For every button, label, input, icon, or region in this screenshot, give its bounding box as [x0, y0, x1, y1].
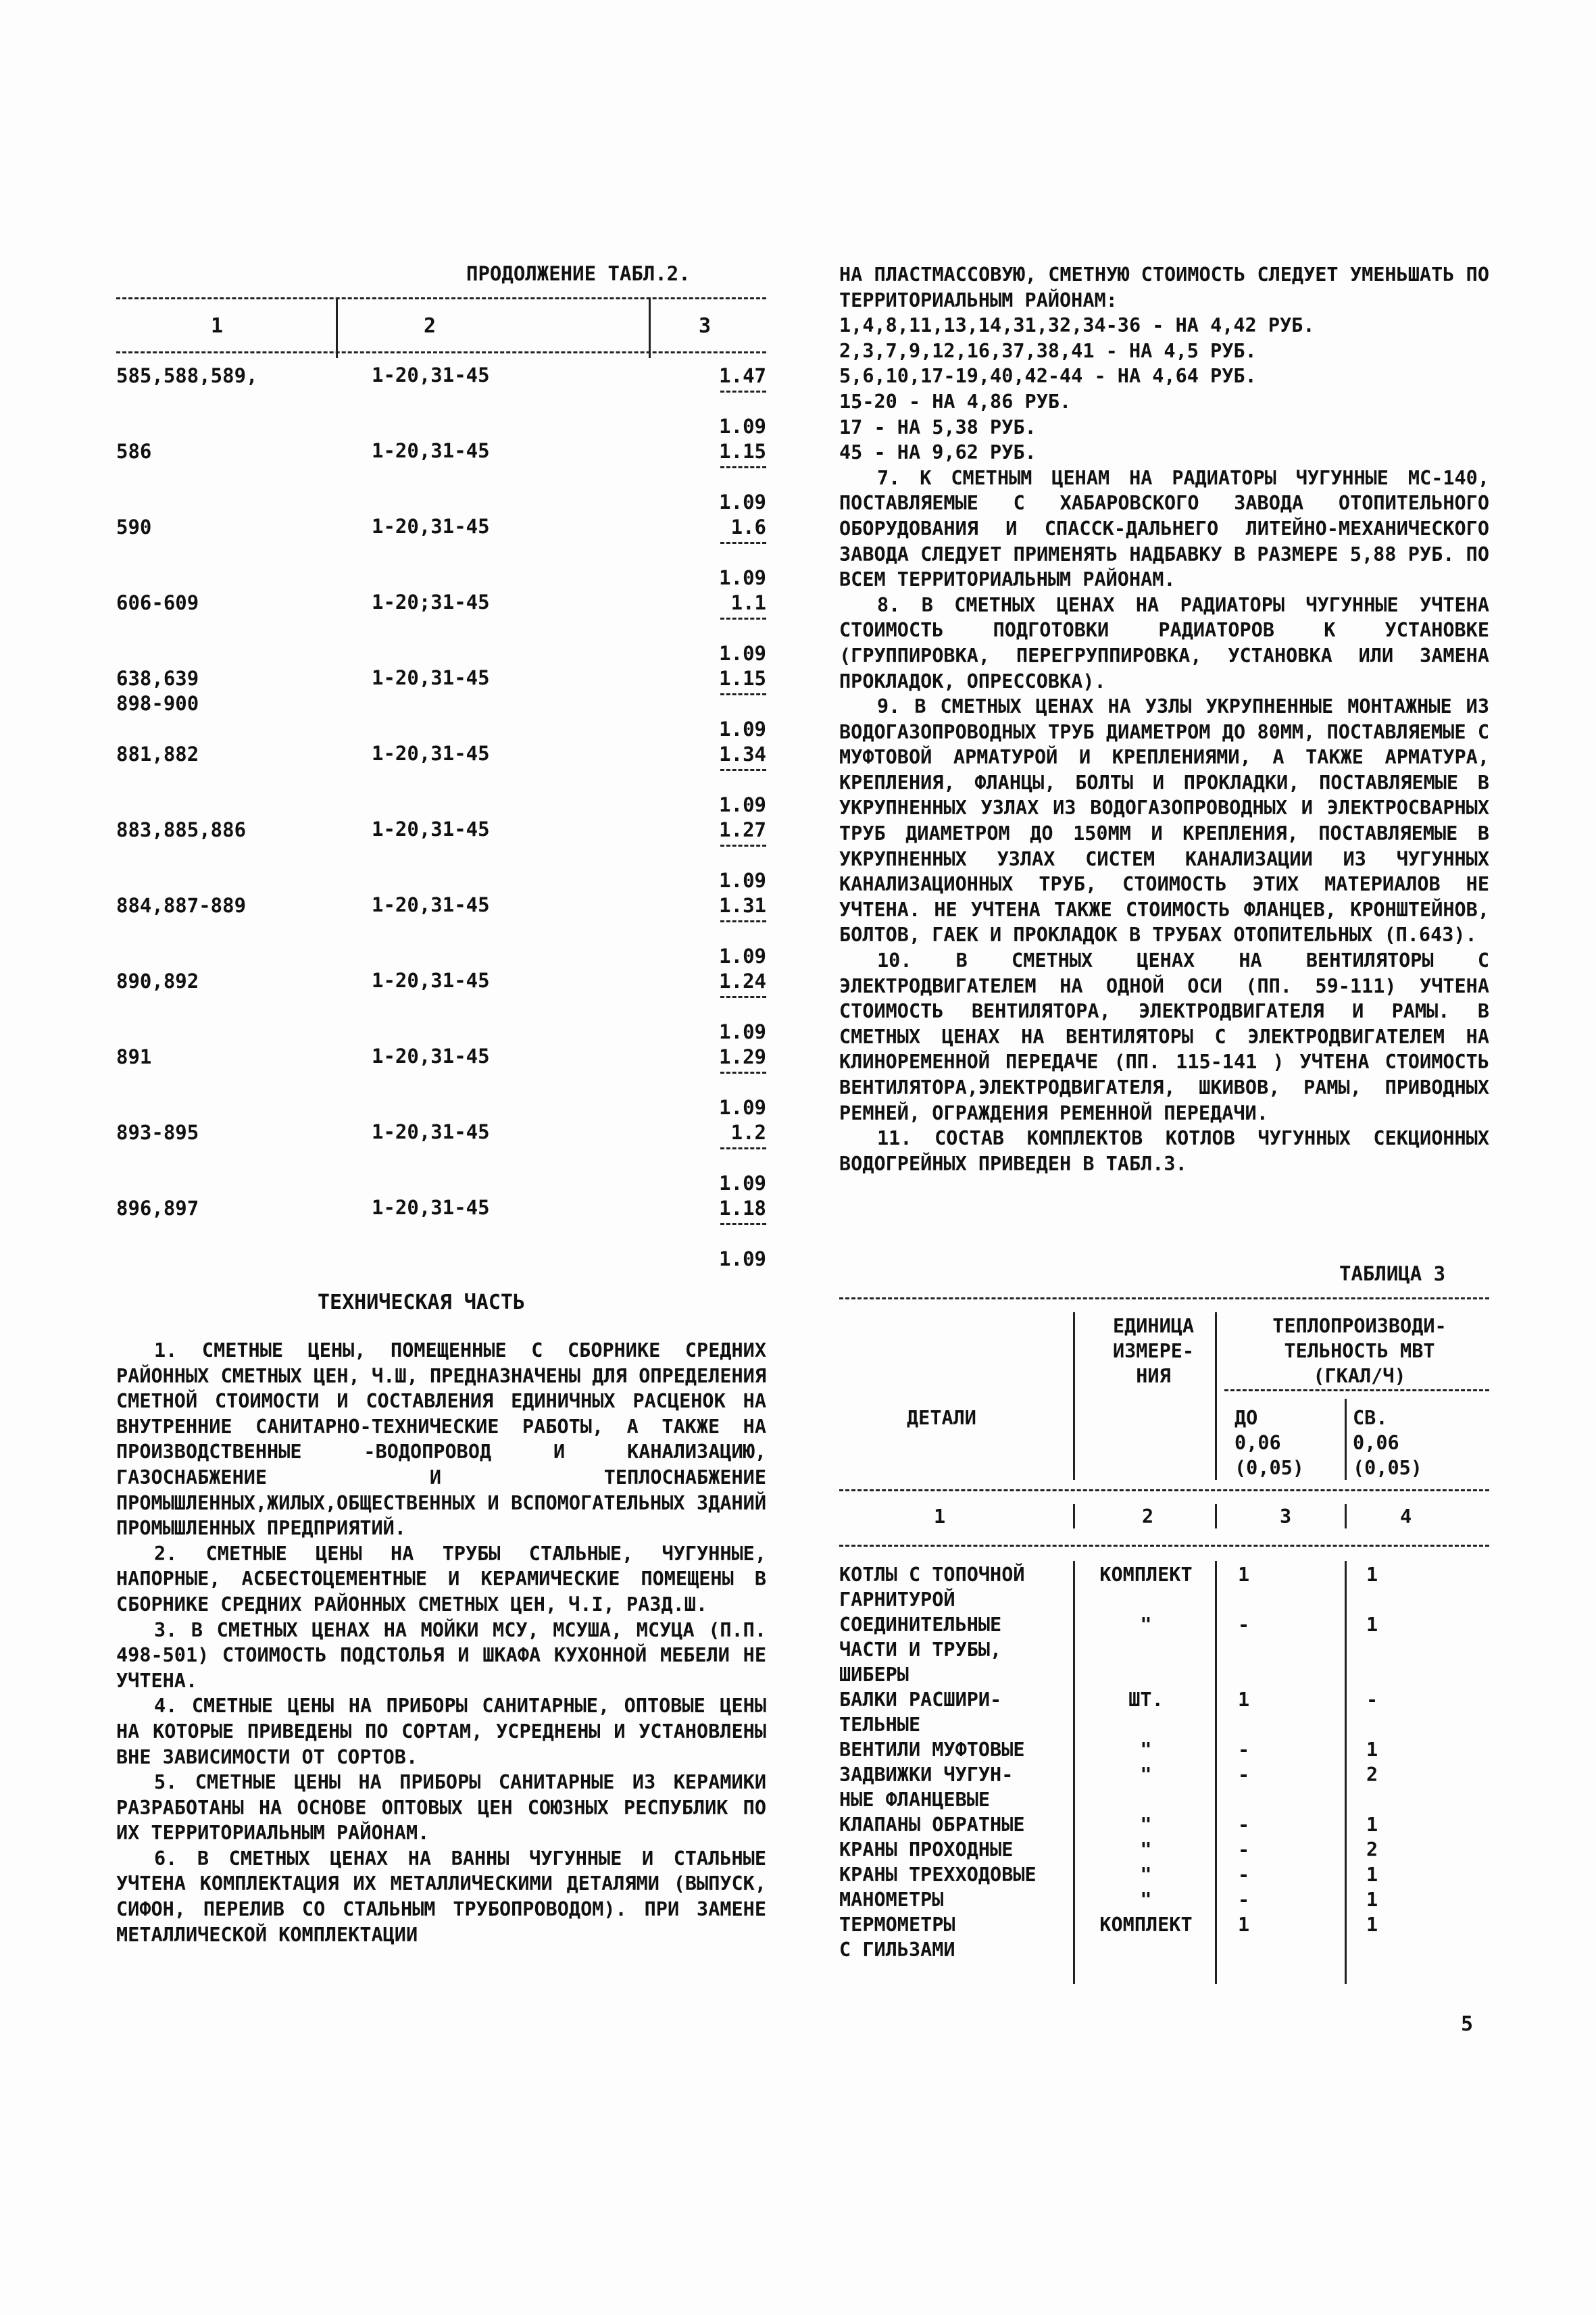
table2-row [116, 591, 766, 666]
coefficient-denominator: 1.09 [719, 491, 766, 514]
right-column-text [839, 262, 1489, 1176]
table3-value-up-to: - [1238, 1839, 1250, 1861]
fraction-bar [720, 845, 766, 847]
table2-cell-items: 896,897 [116, 1197, 199, 1220]
table2-top-rule [116, 297, 766, 299]
table3-divider [1215, 1561, 1217, 1984]
table3-detail: СОЕДИНИТЕЛЬНЫЕ ЧАСТИ И ТРУБЫ, ШИБЕРЫ [839, 1614, 1002, 1686]
paragraph-11: 11. СОСТАВ КОМПЛЕКТОВ КОТЛОВ ЧУГУННЫХ СЕКЦИОННЫХ ВОДОГРЕЙНЫХ ПРИВЕДЕН В ТАБЛ.3. [839, 1127, 1489, 1175]
table2-cell-coefficient [685, 1196, 766, 1272]
table3-unit: КОМПЛЕКТ [1099, 1914, 1193, 1936]
paragraph-8: 8. В СМЕТНЫХ ЦЕНАХ НА РАДИАТОРЫ ЧУГУННЫЕ УЧТЕНА СТОИМОСТЬ ПОДГОТОВКИ РАДИАТОРОВ К УСТАНОВКЕ (ГРУППИРОВКА, ПЕРЕГРУППИРОВКА, УСТАНОВКА ИЛИ ЗАМЕНА ПРОКЛАДОК, ОПРЕССОВКА). [839, 593, 1489, 693]
table2-row [116, 515, 766, 591]
coefficient-numerator: 1.27 [719, 818, 766, 841]
table3-unit: " [1140, 1764, 1152, 1786]
table2-row [116, 742, 766, 818]
fraction-bar [720, 693, 766, 695]
plastic-reduction-intro: НА ПЛАСТМАССОВУЮ, СМЕТНУЮ СТОИМОСТЬ СЛЕДУЕТ УМЕНЬШАТЬ ПО ТЕРРИТОРИАЛЬНЫМ РАЙОНАМ: [839, 264, 1489, 312]
page-number: 5 [1461, 2012, 1474, 2036]
table3-value-up-to: 1 [1238, 1914, 1250, 1936]
table2-cell-regions: 1-20,31-45 [372, 666, 490, 689]
coefficient-denominator: 1.09 [719, 1096, 766, 1119]
table2-cell-regions: 1-20,31-45 [372, 969, 490, 992]
table3-col-number: 2 [1142, 1505, 1154, 1528]
fraction-bar [720, 769, 766, 771]
coefficient-numerator: 1.29 [719, 1045, 766, 1068]
table3-divider [1073, 1312, 1075, 1480]
reduction-line: 2,3,7,9,12,16,37,38,41 - НА 4,5 РУБ. [839, 339, 1257, 362]
table2-cell-items: 638,639 898-900 [116, 667, 199, 715]
fraction-bar [720, 1072, 766, 1074]
table2-cell-items: 586 [116, 440, 152, 463]
paragraph-9: 9. В СМЕТНЫХ ЦЕНАХ НА УЗЛЫ УКРУПНЕННЫЕ МОНТАЖНЫЕ ИЗ ВОДОГАЗОПРОВОДНЫХ ТРУБ ДИАМЕТРОМ ДО 80ММ, ПОСТАВЛЯЕМЫЕ С МУФТОВОЙ АРМАТУРОЙ И КРЕПЛЕНИЯМИ, А ТАКЖЕ АРМАТУРА, КРЕПЛЕНИЯ, ФЛАНЦЫ, БОЛТЫ И ПРОКЛАДКИ, ПОСТАВЛЯЕМЫЕ В УКРУПНЕННЫХ УЗЛАХ ИЗ ВОДОГАЗОПРОВОДНЫХ И ЭЛЕКТРОСВАРНЫХ ТРУБ ДИАМЕТРОМ ДО 150ММ И КРЕПЛЕНИЯ, ПОСТАВЛЯЕМЫЕ В УКРУПНЕННЫХ УЗЛАХ СИСТЕМ КАНАЛИЗАЦИИ ИЗ ЧУГУННЫХ КАНАЛИЗАЦИОННЫХ ТРУБ, СТОИМОСТЬ ЭТИХ МАТЕРИАЛОВ НЕ УЧТЕНА. НЕ УЧТЕНА ТАКЖЕ СТОИМОСТЬ ФЛАНЦЕВ, КРОНШТЕЙНОВ, БОЛТОВ, ГАЕК И ПРОКЛАДОК В ТРУБАХ ОТОПИТЕЛЬНЫХ (П.643). [839, 695, 1489, 947]
table2-cell-coefficient [685, 666, 766, 742]
table2-cell-items: 884,887-889 [116, 894, 247, 917]
table3-detail: МАНОМЕТРЫ [839, 1889, 944, 1911]
table3-detail: ЗАДВИЖКИ ЧУГУН- НЫЕ ФЛАНЦЕВЫЕ [839, 1764, 1014, 1811]
coefficient-denominator: 1.09 [719, 718, 766, 741]
table2-header-3: 3 [699, 314, 712, 338]
table2-cell-coefficient [685, 818, 766, 893]
coefficient-denominator: 1.09 [719, 1020, 766, 1043]
table2-header-rule [116, 351, 766, 353]
table3-value-up-to: 1 [1238, 1689, 1250, 1711]
table2-row [116, 1196, 766, 1272]
table3-header-heat-output: ТЕПЛОПРОИЗВОДИ- ТЕЛЬНОСТЬ МВТ (ГКАЛ/Ч) [1272, 1315, 1447, 1387]
table2-caption: ПРОДОЛЖЕНИЕ ТАБЛ.2. [466, 262, 691, 285]
table2-cell-items: 883,885,886 [116, 818, 247, 841]
table3-unit: КОМПЛЕКТ [1099, 1564, 1193, 1586]
technical-part-text [116, 1338, 766, 1947]
table3-number-rule [839, 1545, 1489, 1547]
table2-cell-regions: 1-20,31-45 [372, 1120, 490, 1143]
fraction-bar [720, 466, 766, 468]
table2-row [116, 666, 766, 742]
table2-cell-coefficient [685, 591, 766, 666]
table3-value-over: 2 [1366, 1839, 1378, 1861]
table2-cell-items: 606-609 [116, 591, 199, 614]
table3-unit: " [1140, 1889, 1152, 1911]
table3-divider [1073, 1504, 1075, 1528]
table3-value-up-to: - [1238, 1739, 1250, 1761]
table3-unit: " [1140, 1614, 1152, 1636]
coefficient-numerator: 1.2 [730, 1121, 766, 1144]
fraction-bar [720, 391, 766, 393]
fraction-bar [720, 996, 766, 998]
table3-unit: " [1140, 1739, 1152, 1761]
coefficient-denominator: 1.09 [719, 415, 766, 438]
table3-header-up-to: ДО 0,06 (0,05) [1235, 1407, 1304, 1479]
table3-unit: " [1140, 1814, 1152, 1836]
paragraph-5: 5. СМЕТНЫЕ ЦЕНЫ НА ПРИБОРЫ САНИТАРНЫЕ ИЗ КЕРАМИКИ РАЗРАБОТАНЫ НА ОСНОВЕ ОПТОВЫХ ЦЕН СОЮЗНЫХ РЕСПУБЛИК ПО ИХ ТЕРРИТОРИАЛЬНЫМ РАЙОНАМ. [116, 1771, 766, 1845]
fraction-bar [720, 618, 766, 620]
coefficient-numerator: 1.31 [719, 894, 766, 917]
coefficient-numerator: 1.47 [719, 364, 766, 387]
coefficient-numerator: 1.18 [719, 1197, 766, 1220]
table2-cell-items: 585,588,589, [116, 364, 258, 387]
table2-cell-coefficient [685, 439, 766, 515]
table3-value-over: 1 [1366, 1814, 1378, 1836]
table2-row [116, 439, 766, 515]
table3-value-up-to: 1 [1238, 1564, 1250, 1586]
reduction-line: 17 - НА 5,38 РУБ. [839, 416, 1037, 439]
table3-value-over: 1 [1366, 1739, 1378, 1761]
table2-cell-items: 590 [116, 516, 152, 539]
table3-detail: КЛАПАНЫ ОБРАТНЫЕ [839, 1814, 1025, 1836]
table2-row [116, 893, 766, 969]
paragraph-3: 3. В СМЕТНЫХ ЦЕНАХ НА МОЙКИ МСУ, МСУША, МСУЦА (П.П. 498-501) СТОИМОСТЬ ПОДСТОЛЬЯ И ШКАФА КУХОННОЙ МЕБЕЛИ НЕ УЧТЕНА. [116, 1618, 766, 1692]
table2-cell-coefficient [685, 1120, 766, 1196]
coefficient-denominator: 1.09 [719, 566, 766, 589]
table2-cell-regions: 1-20,31-45 [372, 818, 490, 841]
table3-detail: ТЕРМОМЕТРЫ С ГИЛЬЗАМИ [839, 1914, 955, 1961]
paragraph-10: 10. В СМЕТНЫХ ЦЕНАХ НА ВЕНТИЛЯТОРЫ С ЭЛЕКТРОДВИГАТЕЛЕМ НА ОДНОЙ ОСИ (ПП. 59-111) УЧТЕНА СТОИМОСТЬ ВЕНТИЛЯТОРА, ЭЛЕКТРОДВИГАТЕЛЯ И РАМЫ. В СМЕТНЫХ ЦЕНАХ НА ВЕНТИЛЯТОРЫ С ЭЛЕКТРОДВИГАТЕЛЕМ НА КЛИНОРЕМЕННОЙ ПЕРЕДАЧЕ (ПП. 115-141 ) УЧТЕНА СТОИМОСТЬ ВЕНТИЛЯТОРА,ЭЛЕКТРОДВИГАТЕЛЯ, ШКИВОВ, РАМЫ, ПРИВОДНЫХ РЕМНЕЙ, ОГРАЖДЕНИЯ РЕМЕННОЙ ПЕРЕДАЧИ. [839, 949, 1489, 1124]
table3-detail: КРАНЫ ТРЕХХОДОВЫЕ [839, 1864, 1037, 1886]
table3-divider [1215, 1312, 1217, 1480]
table3-top-rule [839, 1297, 1489, 1299]
table2-cell-regions: 1-20,31-45 [372, 893, 490, 916]
table3-value-over: 2 [1366, 1764, 1378, 1786]
table2-cell-regions: 1-20,31-45 [372, 439, 490, 462]
coefficient-numerator: 1.15 [719, 440, 766, 463]
paragraph-7: 7. К СМЕТНЫМ ЦЕНАМ НА РАДИАТОРЫ ЧУГУННЫЕ МС-140, ПОСТАВЛЯЕМЫЕ С ХАБАРОВСКОГО ЗАВОДА ОТОПИТЕЛЬНОГО ОБОРУДОВАНИЯ И СПАССК-ДАЛЬНЕГО ЛИТЕЙНО-МЕХАНИЧЕСКОГО ЗАВОДА СЛЕДУЕТ ПРИМЕНЯТЬ НАДБАВКУ В РАЗМЕРЕ 5,88 РУБ. ПО ВСЕМ ТЕРРИТОРИАЛЬНЫМ РАЙОНАМ. [839, 466, 1489, 591]
table3-divider [1215, 1504, 1217, 1528]
table2-row [116, 1045, 766, 1120]
table2-header-2: 2 [424, 314, 437, 338]
table3-value-over: 1 [1366, 1914, 1378, 1936]
table2-cell-items: 891 [116, 1045, 152, 1068]
table3-unit: ШТ. [1128, 1689, 1164, 1711]
table3-detail: ВЕНТИЛИ МУФТОВЫЕ [839, 1739, 1025, 1761]
table3 [839, 1297, 1489, 1987]
coefficient-numerator: 1.24 [719, 970, 766, 993]
fraction-bar [720, 920, 766, 922]
table2-cell-regions: 1-20,31-45 [372, 1196, 490, 1219]
table3-value-over: 1 [1366, 1564, 1378, 1586]
table2-row [116, 364, 766, 439]
table3-col-number: 3 [1280, 1505, 1292, 1528]
paragraph-6: 6. В СМЕТНЫХ ЦЕНАХ НА ВАННЫ ЧУГУННЫЕ И СТАЛЬНЫЕ УЧТЕНА КОМПЛЕКТАЦИЯ ИХ МЕТАЛЛИЧЕСКИМИ ДЕТАЛЯМИ (ВЫПУСК, СИФОН, ПЕРЕЛИВ СО СТАЛЬНЫМ ТРУБОПРОВОДОМ). ПРИ ЗАМЕНЕ МЕТАЛЛИЧЕСКОЙ КОМПЛЕКТАЦИИ [116, 1847, 766, 1946]
table2-header-1: 1 [211, 314, 224, 338]
fraction-bar [720, 1223, 766, 1225]
fraction-bar [720, 1147, 766, 1149]
table3-header-over: СВ. 0,06 (0,05) [1353, 1407, 1422, 1479]
table2-cell-regions: 1-20,31-45 [372, 515, 490, 538]
reduction-line: 5,6,10,17-19,40,42-44 - НА 4,64 РУБ. [839, 365, 1257, 388]
table3-subheader-rule [1224, 1389, 1489, 1391]
table3-divider [1345, 1504, 1347, 1528]
coefficient-denominator: 1.09 [719, 642, 766, 665]
table2-cell-coefficient [685, 515, 766, 591]
table2-cell-coefficient [685, 1045, 766, 1120]
table3-caption: ТАБЛИЦА 3 [1339, 1262, 1446, 1285]
table3-value-over: 1 [1366, 1864, 1378, 1886]
table2-cell-regions: 1-20,31-45 [372, 364, 490, 387]
reduction-line: 15-20 - НА 4,86 РУБ. [839, 390, 1072, 413]
table3-value-over: 1 [1366, 1889, 1378, 1911]
table3-value-up-to: - [1238, 1764, 1250, 1786]
table2-cell-coefficient [685, 742, 766, 818]
table2-cell-coefficient [685, 364, 766, 439]
table3-value-over: 1 [1366, 1614, 1378, 1636]
table3-header-unit: ЕДИНИЦА ИЗМЕРЕ- НИЯ [1112, 1315, 1195, 1387]
table3-divider [1345, 1399, 1347, 1480]
table2-cell-regions: 1-20,31-45 [372, 1045, 490, 1068]
table2-cell-items: 881,882 [116, 743, 199, 766]
table2-col-divider [336, 297, 338, 358]
coefficient-denominator: 1.09 [719, 1172, 766, 1195]
fraction-bar [720, 542, 766, 544]
coefficient-denominator: 1.09 [719, 793, 766, 816]
reduction-line: 1,4,8,11,13,14,31,32,34-36 - НА 4,42 РУБ. [839, 314, 1315, 337]
coefficient-numerator: 1.15 [719, 667, 766, 690]
table3-value-up-to: - [1238, 1864, 1250, 1886]
coefficient-denominator: 1.09 [719, 869, 766, 892]
table3-divider [1345, 1561, 1347, 1984]
paragraph-1: 1. СМЕТНЫЕ ЦЕНЫ, ПОМЕЩЕННЫЕ С СБОРНИКЕ СРЕДНИХ РАЙОННЫХ СМЕТНЫХ ЦЕН, Ч.Ш, ПРЕДНАЗНАЧЕНЫ ДЛЯ ОПРЕДЕЛЕНИЯ СМЕТНОЙ СТОИМОСТИ И СОСТАВЛЕНИЯ ЕДИНИЧНЫХ РАСЦЕНОК НА ВНУТРЕННИЕ САНИТАРНО-ТЕХНИЧЕСКИЕ РАБОТЫ, А ТАКЖЕ НА ПРОИЗВОДСТВЕННЫЕ -ВОДОПРОВОД И КАНАЛИЗАЦИЮ, ГАЗОСНАБЖЕНИЕ И ТЕПЛОСНАБЖЕНИЕ ПРОМЫШЛЕННЫХ,ЖИЛЫХ,ОБЩЕСТВЕННЫХ И ВСПОМОГАТЕЛЬНЫХ ЗДАНИЙ ПРОМЫШЛЕННЫХ ПРЕДПРИЯТИЙ. [116, 1339, 766, 1540]
table2-cell-items: 893-895 [116, 1121, 199, 1144]
technical-part-heading: ТЕХНИЧЕСКАЯ ЧАСТЬ [318, 1291, 526, 1314]
table2-row [116, 818, 766, 893]
table3-value-up-to: - [1238, 1614, 1250, 1636]
table3-header-details: ДЕТАЛИ [907, 1407, 976, 1429]
coefficient-denominator: 1.09 [719, 945, 766, 968]
reduction-line: 45 - НА 9,62 РУБ. [839, 441, 1037, 464]
table2-row [116, 1120, 766, 1196]
table2-cell-coefficient [685, 969, 766, 1045]
table3-col-number: 1 [934, 1505, 946, 1528]
coefficient-denominator: 1.09 [719, 1247, 766, 1270]
table3-value-up-to: - [1238, 1814, 1250, 1836]
paragraph-2: 2. СМЕТНЫЕ ЦЕНЫ НА ТРУБЫ СТАЛЬНЫЕ, ЧУГУННЫЕ, НАПОРНЫЕ, АСБЕСТОЦЕМЕНТНЫЕ И КЕРАМИЧЕСКИЕ ПОМЕЩЕНЫ В СБОРНИКЕ СРЕДНИХ РАЙОННЫХ СМЕТНЫХ ЦЕН, Ч.I, РАЗД.Ш. [116, 1542, 766, 1616]
table2-row [116, 969, 766, 1045]
coefficient-numerator: 1.6 [730, 516, 766, 539]
table3-detail: БАЛКИ РАСШИРИ- ТЕЛЬНЫЕ [839, 1689, 1002, 1736]
coefficient-numerator: 1.1 [730, 591, 766, 614]
table3-unit: " [1140, 1839, 1152, 1861]
table3-col-number: 4 [1400, 1505, 1412, 1528]
table2-cell-regions: 1-20,31-45 [372, 742, 490, 765]
table2-cell-regions: 1-20;31-45 [372, 591, 490, 614]
paragraph-4: 4. СМЕТНЫЕ ЦЕНЫ НА ПРИБОРЫ САНИТАРНЫЕ, ОПТОВЫЕ ЦЕНЫ НА КОТОРЫЕ ПРИВЕДЕНЫ ПО СОРТАМ, УСРЕДНЕНЫ И УСТАНОВЛЕНЫ ВНЕ ЗАВИСИМОСТИ ОТ СОРТОВ. [116, 1695, 766, 1768]
table3-detail: КРАНЫ ПРОХОДНЫЕ [839, 1839, 1014, 1861]
table2-cell-items: 890,892 [116, 970, 199, 993]
table3-unit: " [1140, 1864, 1152, 1886]
table3-value-up-to: - [1238, 1889, 1250, 1911]
table2-col-divider [649, 297, 651, 358]
table3-header-rule [839, 1489, 1489, 1491]
table3-divider [1073, 1561, 1075, 1984]
table3-value-over: - [1366, 1689, 1378, 1711]
table3-detail: КОТЛЫ С ТОПОЧНОЙ ГАРНИТУРОЙ [839, 1564, 1025, 1611]
table2-cell-coefficient [685, 893, 766, 969]
coefficient-numerator: 1.34 [719, 743, 766, 766]
